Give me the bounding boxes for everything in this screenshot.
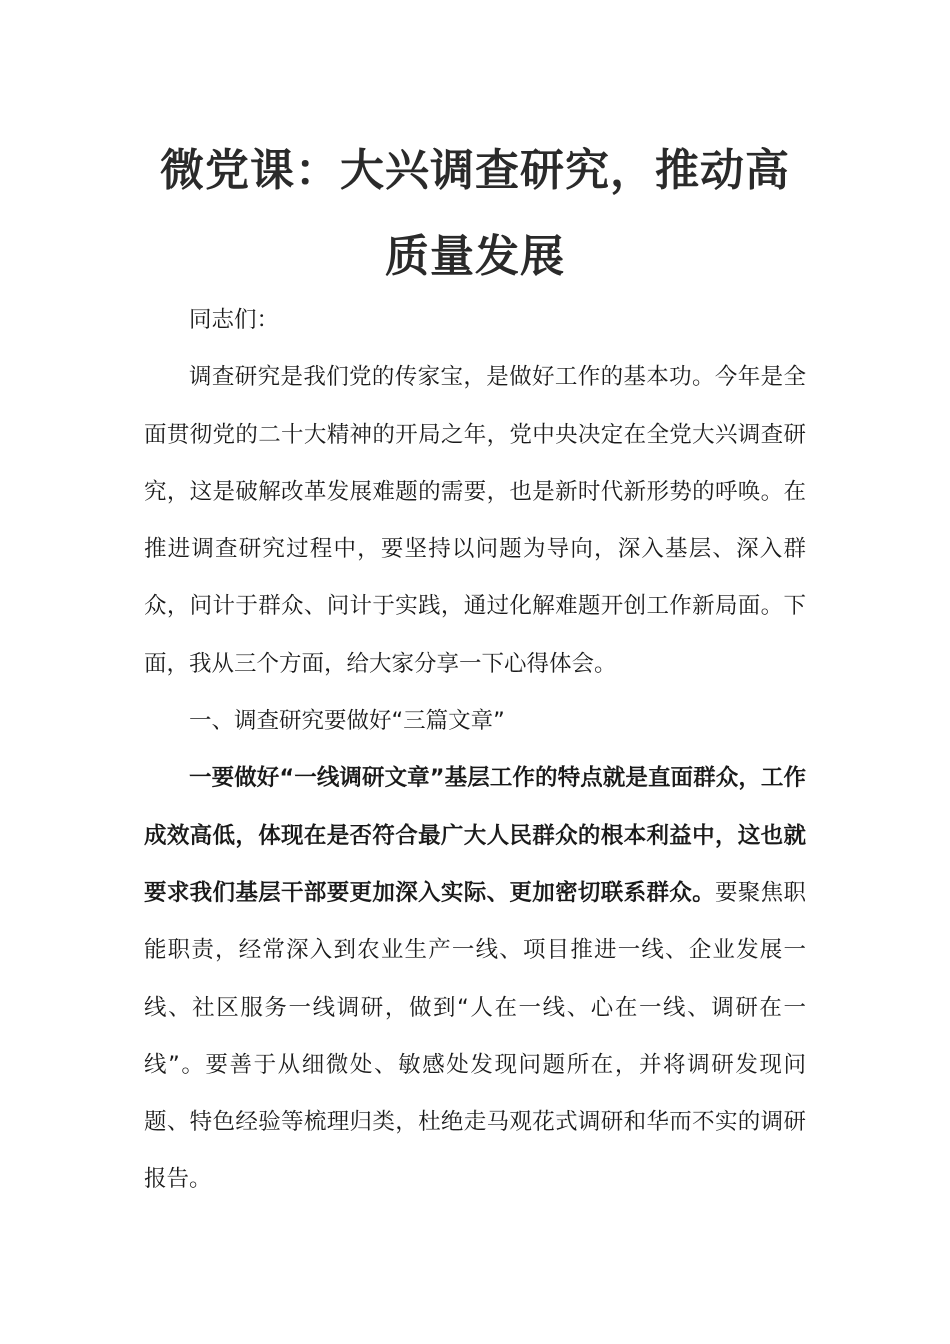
title-line-2: 质量发展: [385, 231, 565, 282]
paragraph-frontline: [144, 750, 806, 1208]
document-title: [145, 128, 805, 300]
paragraph-frontline-rest: 要聚焦职能职责，经常深入到农业生产一线、项目推进一线、企业发展一线、社区服务一线调研，做到“人在一线、心在一线、调研在一线”。要善于从细微处、敏感处发现问题所在，并将调研发现问题、特色经验等梳理归类，杜绝走马观花式调研和华而不实的调研报告。: [144, 879, 806, 1193]
paragraph-intro: 调查研究是我们党的传家宝，是做好工作的基本功。今年是全面贯彻党的二十大精神的开局之年，党中央决定在全党大兴调查研究，这是破解改革发展难题的需要，也是新时代新形势的呼唤。在推进调查研究过程中，要坚持以问题为导向，深入基层、深入群众，问计于群众、问计于实践，通过化解难题开创工作新局面。下面，我从三个方面，给大家分享一下心得体会。: [144, 364, 806, 677]
document-body: [144, 292, 806, 1209]
paragraph-frontline-bold: 一要做好“一线调研文章”基层工作的特点就是直面群众，工作成效高低，体现在是否符合最广大人民群众的根本利益中，这也就要求我们基层干部要更加深入实际、更加密切联系群众。: [144, 765, 806, 906]
section-heading-1: 一、调查研究要做好“三篇文章”: [189, 708, 505, 735]
title-line-1: 微党课：大兴调查研究，推动高: [160, 145, 790, 196]
greeting: 同志们：: [189, 307, 280, 333]
